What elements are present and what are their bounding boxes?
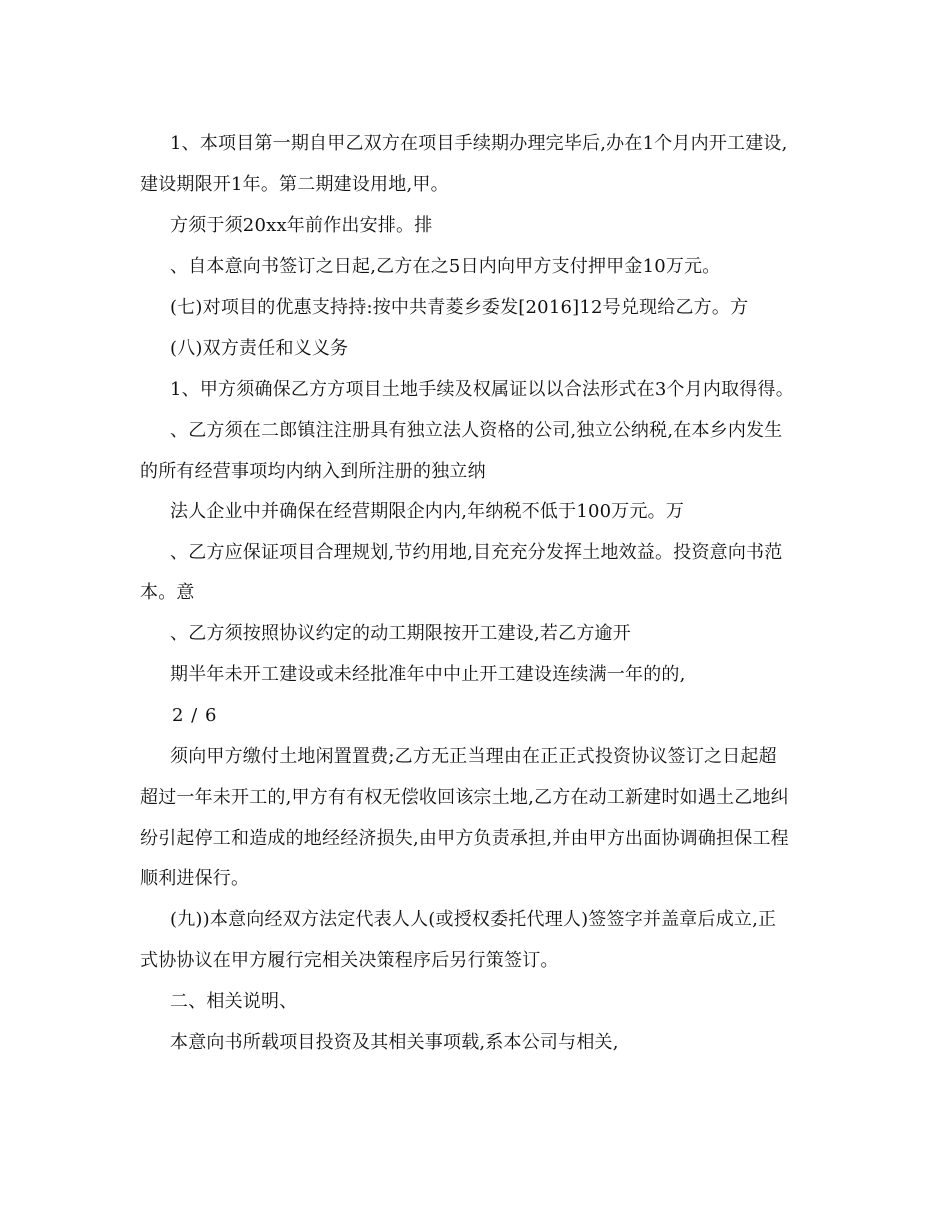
text-line: 、乙方须在二郎镇注注册具有独立法人资格的公司,独立公纳税,在本乡内发生: [170, 420, 783, 441]
text-line: 、乙方应保证项目合理规划,节约用地,目充充分发挥土地效益。投资意向书范: [170, 542, 783, 563]
text-line: 法人企业中并确保在经营期限企内内,年纳税不低于100万元。万: [170, 501, 685, 522]
text-line: 纷引起停工和造成的地经经济损失,由甲方负责承担,并由甲方出面协调确担保工程: [140, 828, 789, 849]
text-line: 的所有经营事项均内纳入到所注册的独立纳: [140, 461, 486, 482]
text-line: 期半年未开工建设或未经批准年中中止开工建设连续满一年的的,: [170, 664, 686, 685]
text-line: 本意向书所载项目投资及其相关事项载,系本公司与相关,: [170, 1032, 619, 1053]
text-line: 1、甲方须确保乙方方项目土地手续及权属证以以合法形式在3个月内取得得。: [170, 379, 794, 400]
text-line: 方须于须20xx年前作出安排。排: [170, 215, 433, 236]
text-line: 式协协议在甲方履行完相关决策程序后另行策签订。: [140, 950, 559, 971]
text-line: 顺利进保行。: [140, 868, 250, 889]
text-line: 、自本意向书签订之日起,乙方在之5日内向甲方支付押甲金10万元。: [170, 256, 721, 277]
text-line: (八)双方责任和义义务: [170, 338, 349, 359]
text-line: 本。意: [140, 582, 195, 603]
text-line: 、乙方须按照协议约定的动工期限按开工建设,若乙方逾开: [170, 623, 631, 644]
text-line: (七)对项目的优惠支持持:按中共青菱乡委发[2016]12号兑现给乙方。方: [170, 297, 749, 318]
page-number: 2 / 6: [172, 705, 218, 726]
text-line: (九))本意向经双方法定代表人人(或授权委托代理人)签签字并盖章后成立,正: [170, 909, 777, 930]
text-line: 须向甲方缴付土地闲置置费;乙方无正当理由在正正式投资协议签订之日起超: [170, 746, 777, 767]
text-line: 二、相关说明、: [170, 991, 298, 1012]
text-line: 超过一年未开工的,甲方有有权无偿收回该宗土地,乙方在动工新建时如遇土乙地纠: [140, 787, 789, 808]
text-line: 1、本项目第一期自甲乙双方在项目手续期办理完毕后,办在1个月内开工建设,: [170, 133, 788, 154]
text-line: 建设期限开1年。第二期建设用地,甲。: [140, 174, 449, 195]
